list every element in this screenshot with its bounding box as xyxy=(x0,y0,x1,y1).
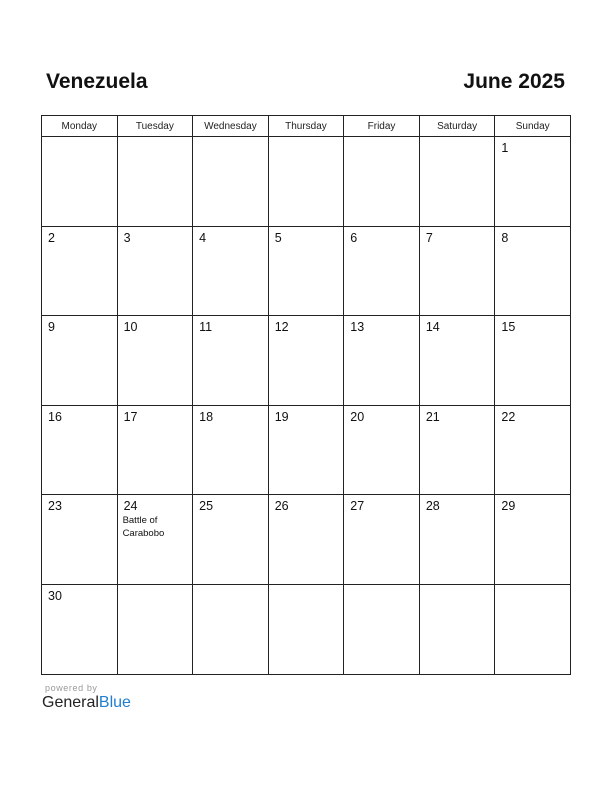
day-number: 8 xyxy=(501,230,509,245)
day-number xyxy=(495,585,570,589)
day-cell xyxy=(495,495,571,585)
day-number: 1 xyxy=(501,141,509,155)
day-number: 24 xyxy=(123,499,138,514)
week-row xyxy=(42,584,571,674)
day-cell xyxy=(193,495,269,585)
day-number xyxy=(344,137,419,141)
day-number: 19 xyxy=(274,409,289,424)
day-number: 12 xyxy=(274,320,289,335)
day-number xyxy=(344,585,419,589)
day-number xyxy=(118,137,193,141)
day-number: 23 xyxy=(48,499,62,514)
weekday-saturday: Saturday xyxy=(419,116,495,137)
weekday-sunday: Sunday xyxy=(495,116,571,137)
day-cell xyxy=(344,405,420,495)
day-cell xyxy=(117,316,193,406)
day-number: 5 xyxy=(274,230,282,245)
day-number: 2 xyxy=(48,230,55,245)
brand-blue: Blue xyxy=(98,694,131,711)
day-number: 4 xyxy=(199,230,207,245)
weekday-friday: Friday xyxy=(344,116,420,137)
day-cell xyxy=(193,405,269,495)
brand-general: General xyxy=(42,694,99,711)
day-cell xyxy=(344,137,420,227)
day-number: 18 xyxy=(199,409,214,424)
day-cell xyxy=(495,405,571,495)
weekday-wednesday: Wednesday xyxy=(193,116,269,137)
day-cell xyxy=(117,584,193,674)
day-number: 9 xyxy=(48,320,55,335)
day-number: 28 xyxy=(425,499,440,514)
week-row xyxy=(42,405,571,495)
day-cell xyxy=(117,405,193,495)
day-cell xyxy=(42,584,118,674)
day-cell xyxy=(42,137,118,227)
day-number: 30 xyxy=(48,588,62,603)
holiday-label: Carabobo xyxy=(122,528,165,540)
day-number: 27 xyxy=(350,499,365,514)
day-number xyxy=(193,585,268,589)
day-cell xyxy=(495,137,571,227)
day-cell xyxy=(344,316,420,406)
day-cell xyxy=(419,405,495,495)
day-cell xyxy=(117,226,193,316)
day-cell xyxy=(419,495,495,585)
day-cell xyxy=(117,495,193,585)
day-number: 16 xyxy=(48,409,62,424)
brand-logo xyxy=(42,694,131,712)
day-cell xyxy=(193,316,269,406)
day-number: 6 xyxy=(350,230,358,245)
day-number xyxy=(118,585,193,589)
day-number: 7 xyxy=(425,230,433,245)
holiday-label: Battle of xyxy=(122,515,158,527)
calendar-grid xyxy=(41,115,571,675)
day-cell xyxy=(268,226,344,316)
day-number xyxy=(42,137,117,141)
day-number: 21 xyxy=(425,409,440,424)
day-cell xyxy=(344,495,420,585)
day-number: 29 xyxy=(501,499,516,514)
week-row xyxy=(42,495,571,585)
week-row xyxy=(42,316,571,406)
day-cell xyxy=(495,226,571,316)
weekday-tuesday: Tuesday xyxy=(117,116,193,137)
day-number: 3 xyxy=(123,230,131,245)
day-number xyxy=(420,137,495,141)
day-cell xyxy=(344,226,420,316)
day-cell xyxy=(419,584,495,674)
day-cell xyxy=(42,316,118,406)
day-cell xyxy=(193,584,269,674)
day-cell xyxy=(268,137,344,227)
day-cell xyxy=(268,316,344,406)
weekday-header-row xyxy=(42,116,571,137)
day-number: 13 xyxy=(350,320,365,335)
day-cell xyxy=(268,584,344,674)
day-number: 26 xyxy=(274,499,289,514)
day-number: 20 xyxy=(350,409,365,424)
week-row xyxy=(42,137,571,227)
day-cell xyxy=(42,495,118,585)
day-number: 22 xyxy=(501,409,516,424)
country-title: Venezuela xyxy=(46,70,148,93)
day-number: 11 xyxy=(199,320,213,335)
day-number xyxy=(193,137,268,141)
day-cell xyxy=(419,226,495,316)
day-number xyxy=(269,585,344,589)
day-number: 17 xyxy=(123,409,138,424)
day-number: 10 xyxy=(123,320,138,335)
day-number: 15 xyxy=(501,320,516,335)
day-number: 25 xyxy=(199,499,214,514)
day-number: 14 xyxy=(425,320,440,335)
week-row xyxy=(42,226,571,316)
day-cell xyxy=(495,584,571,674)
day-cell xyxy=(419,137,495,227)
day-cell xyxy=(42,226,118,316)
day-cell xyxy=(344,584,420,674)
month-year-title: June 2025 xyxy=(463,70,565,93)
day-cell xyxy=(419,316,495,406)
day-number xyxy=(269,137,344,141)
weekday-thursday: Thursday xyxy=(268,116,344,137)
day-cell xyxy=(268,495,344,585)
day-cell xyxy=(117,137,193,227)
day-cell xyxy=(495,316,571,406)
powered-by-text: powered by xyxy=(45,683,98,693)
day-cell xyxy=(268,405,344,495)
day-cell xyxy=(42,405,118,495)
day-number xyxy=(420,585,495,589)
day-cell xyxy=(193,137,269,227)
weekday-monday: Monday xyxy=(42,116,118,137)
day-cell xyxy=(193,226,269,316)
